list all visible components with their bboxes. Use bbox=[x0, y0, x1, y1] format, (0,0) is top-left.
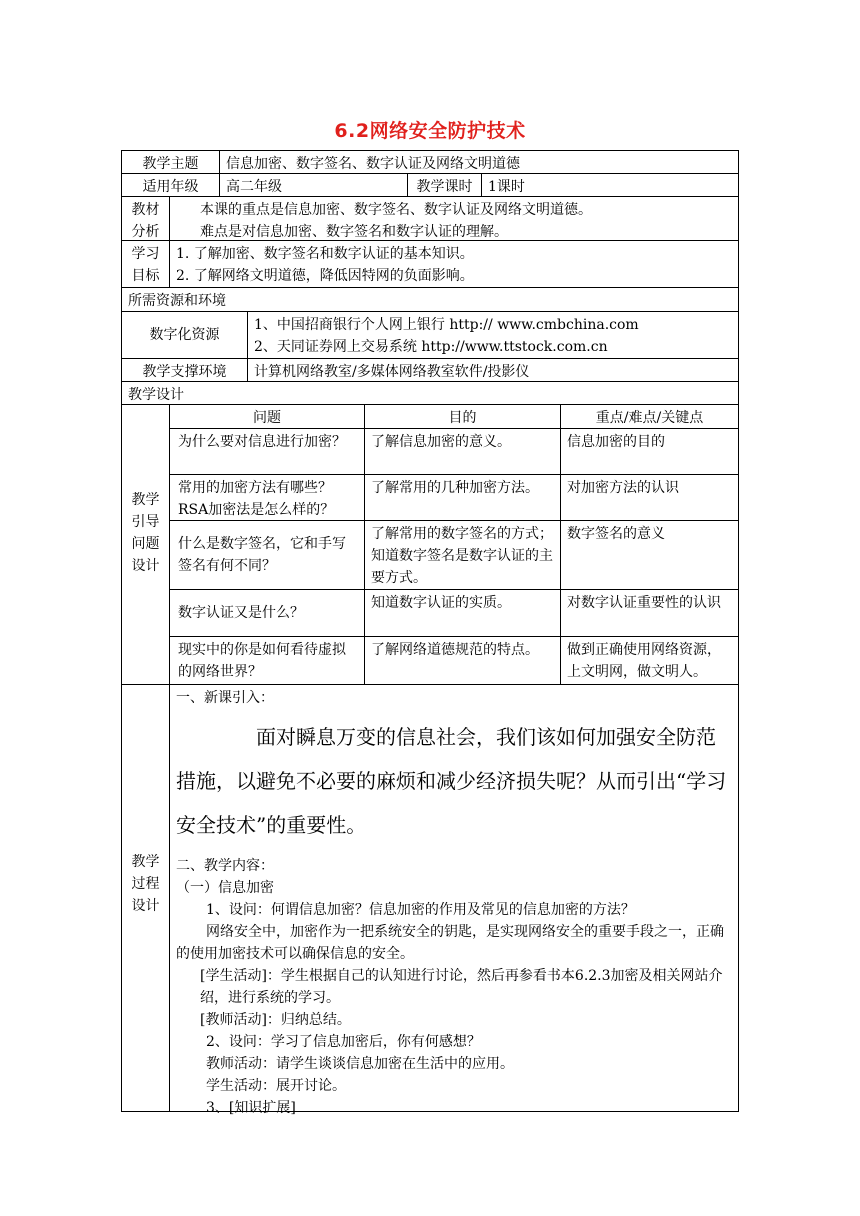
process-content bbox=[169, 684, 739, 1116]
guide-header-question: 问题 bbox=[169, 404, 365, 429]
document-title: 6.2网络安全防护技术 bbox=[334, 120, 526, 142]
design-label: 教学设计 bbox=[121, 381, 739, 405]
guide-question: 常用的加密方法有哪些？RSA加密法是怎么样的？ bbox=[169, 474, 365, 521]
goal-line: 1. 了解加密、数字签名和数字认证的基本知识。 bbox=[176, 246, 474, 262]
guide-purpose: 了解常用的几种加密方法。 bbox=[364, 474, 561, 521]
guide-keypoint: 做到正确使用网络资源，上文明网，做文明人。 bbox=[560, 636, 739, 685]
digital-content bbox=[247, 311, 739, 359]
guide-question: 现实中的你是如何看待虚拟的网络世界？ bbox=[169, 636, 365, 685]
guide-keypoint: 对数字认证重要性的认识 bbox=[560, 589, 739, 637]
digital-label: 数字化资源 bbox=[121, 311, 248, 359]
guide-question: 为什么要对信息进行加密？ bbox=[169, 428, 365, 475]
guide-keypoint: 信息加密的目的 bbox=[560, 428, 739, 475]
goal-line: 2. 了解网络文明道德，降低因特网的负面影响。 bbox=[176, 268, 474, 284]
process-line: 1、设问：何谓信息加密？信息加密的作用及常见的信息加密的方法？ bbox=[206, 902, 635, 918]
process-line: [学生活动]：学生根据自己的认知进行讨论，然后再参看书本6.2.3加密及相关网站介绍，进行系统的学习。 bbox=[200, 968, 723, 1006]
digital-line: 2、天同证券网上交易系统 http://www.ttstock.com.cn bbox=[254, 339, 608, 355]
analysis-content bbox=[169, 196, 739, 241]
analysis-line: 难点是对信息加密、数字签名和数字认证的理解。 bbox=[200, 224, 508, 240]
process-line: 2、设问：学习了信息加密后，你有何感想？ bbox=[206, 1034, 481, 1050]
process-line: 3、[知识扩展] bbox=[206, 1100, 296, 1116]
guide-keypoint: 对加密方法的认识 bbox=[560, 474, 739, 521]
intro-text: 面对瞬息万变的信息社会，我们该如何加强安全防范措施，以避免不必要的麻烦和减少经济损失呢？从而引出“学习安全技术”的重要性。 bbox=[176, 725, 727, 837]
process-line: 学生活动：展开讨论。 bbox=[206, 1078, 346, 1094]
grade-value: 高二年级 bbox=[219, 173, 408, 197]
guide-label: 教学 引导 问题 设计 bbox=[121, 404, 170, 685]
support-value: 计算机网络教室/多媒体网络教室软件/投影仪 bbox=[247, 358, 739, 382]
guide-question: 数字认证又是什么？ bbox=[169, 589, 365, 637]
resources-label: 所需资源和环境 bbox=[121, 287, 739, 312]
process-label: 教学 过程 设计 bbox=[121, 684, 170, 1112]
process-line: 网络安全中，加密作为一把系统安全的钥匙，是实现网络安全的重要手段之一，正确的使用加密技术可以确保信息的安全。 bbox=[176, 924, 724, 962]
process-line: 教师活动：请学生谈谈信息加密在生活中的应用。 bbox=[206, 1056, 514, 1072]
digital-line: 1、中国招商银行个人网上银行 http:// www.cmbchina.com bbox=[254, 317, 639, 333]
guide-purpose: 了解信息加密的意义。 bbox=[364, 428, 561, 475]
guide-purpose: 了解网络道德规范的特点。 bbox=[364, 636, 561, 685]
goal-label: 学习 目标 bbox=[121, 240, 170, 288]
analysis-line: 本课的重点是信息加密、数字签名、数字认证及网络文明道德。 bbox=[200, 202, 592, 218]
goal-content bbox=[169, 240, 739, 288]
guide-purpose: 了解常用的数字签名的方式；知道数字签名是数字认证的主要方式。 bbox=[364, 520, 561, 590]
topic-label: 教学主题 bbox=[121, 150, 220, 174]
sub-heading: （一）信息加密 bbox=[176, 880, 274, 896]
hours-value: 1课时 bbox=[481, 173, 739, 197]
support-label: 教学支撑环境 bbox=[121, 358, 248, 382]
guide-keypoint: 数字签名的意义 bbox=[560, 520, 739, 590]
analysis-label: 教材 分析 bbox=[121, 196, 170, 241]
guide-header-keypoint: 重点/难点/关键点 bbox=[560, 404, 739, 429]
content-heading: 二、教学内容： bbox=[176, 858, 274, 874]
guide-header-purpose: 目的 bbox=[364, 404, 561, 429]
guide-purpose: 知道数字认证的实质。 bbox=[364, 589, 561, 637]
topic-value: 信息加密、数字签名、数字认证及网络文明道德 bbox=[219, 150, 739, 174]
hours-label: 教学课时 bbox=[407, 173, 482, 197]
grade-label: 适用年级 bbox=[121, 173, 220, 197]
guide-question: 什么是数字签名，它和手写签名有何不同？ bbox=[169, 520, 365, 590]
intro-heading: 一、新课引入： bbox=[176, 690, 274, 706]
process-line: [教师活动]：归纳总结。 bbox=[200, 1012, 351, 1028]
